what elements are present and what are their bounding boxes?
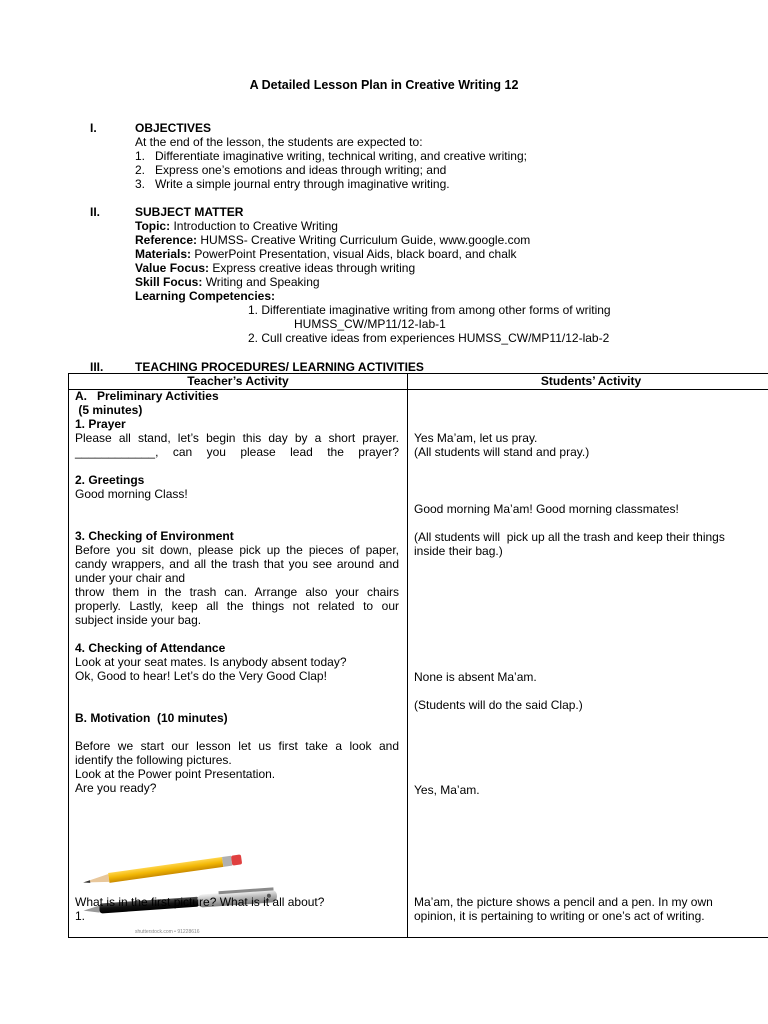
greetings-heading: 2. Greetings (75, 473, 145, 487)
motivation-heading: B. Motivation (10 minutes) (75, 711, 228, 725)
student-prayer-response (414, 431, 589, 459)
objective-item: 3. Write a simple journal entry through imaginative writing. (135, 177, 450, 191)
prayer-heading: 1. Prayer (75, 417, 126, 431)
motivation-line: Before we start our lesson let us first take a look and (75, 739, 399, 753)
student-clap-response: (Students will do the said Clap.) (414, 698, 583, 712)
question-block (75, 895, 399, 923)
subject-heading: SUBJECT MATTER (135, 205, 244, 219)
topic-value: Introduction to Creative Writing (170, 219, 338, 233)
value-focus-value: Express creative ideas through writing (209, 261, 416, 275)
teacher-activity-cell (75, 389, 399, 795)
environment-heading: 3. Checking of Environment (75, 529, 234, 543)
competency-1: 1. Differentiate imaginative writing from among other forms of writing (248, 303, 611, 317)
prayer-line: ____________, can you please lead the prayer? (75, 445, 399, 459)
motivation-line: Look at the Power point Presentation. (75, 767, 276, 781)
competency-2: 2. Cull creative ideas from experiences HUMSS_CW/MP11/12-lab-2 (248, 331, 610, 345)
environment-line: Before you sit down, please pick up the pieces of paper, (75, 543, 399, 557)
reference-label: Reference: (135, 233, 198, 247)
objectives-intro: At the end of the lesson, the students are expected to: (135, 135, 423, 149)
skill-focus-label: Skill Focus: (135, 275, 203, 289)
environment-line: candy wrappers, and all the trash that you see around and (75, 557, 399, 571)
objectives-heading: OBJECTIVES (135, 121, 212, 135)
skill-focus-value: Writing and Speaking (202, 275, 320, 289)
procedures-heading: TEACHING PROCEDURES/ LEARNING ACTIVITIES (135, 360, 424, 374)
reference-value: HUMSS- Creative Writing Curriculum Guide, www.google.com (197, 233, 531, 247)
attendance-line: Look at your seat mates. Is anybody absent today? (75, 655, 347, 669)
value-focus-label: Value Focus: (135, 261, 210, 275)
student-motivation-response: Yes, Ma’am. (414, 783, 480, 797)
student-response-line: inside their bag.) (414, 544, 503, 558)
student-attendance-response: None is absent Ma’am. (414, 670, 537, 684)
column-divider (407, 374, 408, 937)
activities-table (68, 373, 768, 938)
subject-section (135, 205, 530, 303)
page-title: A Detailed Lesson Plan in Creative Writing 12 (249, 78, 519, 92)
preliminary-heading: A. Preliminary Activities (75, 389, 219, 403)
student-response-line: Ma’am, the picture shows a pencil and a pen. In my own (414, 895, 713, 909)
section-number-1: I. (90, 121, 97, 135)
environment-line: properly. Lastly, keep all the things not related to our (75, 599, 399, 613)
student-question-response (414, 895, 713, 923)
objective-item: 2. Express one’s emotions and ideas through writing; and (135, 163, 447, 177)
competencies-label: Learning Competencies: (135, 289, 276, 303)
section-number-2: II. (90, 205, 101, 219)
attendance-heading: 4. Checking of Attendance (75, 641, 226, 655)
image-watermark: shutterstock.com • 91228616 (135, 929, 200, 935)
materials-value: PowerPoint Presentation, visual Aids, black board, and chalk (191, 247, 517, 261)
student-response-line: (All students will pick up all the trash and keep their things (414, 530, 725, 544)
objectives-section (135, 121, 527, 191)
attendance-line: Ok, Good to hear! Let’s do the Very Good Clap! (75, 669, 327, 683)
students-column-header: Students’ Activity (540, 374, 642, 388)
environment-line: under your chair and (75, 571, 186, 585)
objective-item: 1. Differentiate imaginative writing, technical writing, and creative writing; (135, 149, 527, 163)
prayer-line: Please all stand, let’s begin this day by a short prayer. (75, 431, 399, 445)
motivation-line: Are you ready? (75, 781, 157, 795)
student-response-line: opinion, it is pertaining to writing or one’s act of writing. (414, 909, 705, 923)
student-greeting-response: Good morning Ma’am! Good morning classmates! (414, 502, 679, 516)
environment-line: subject inside your bag. (75, 613, 202, 627)
question-number: 1. (75, 909, 86, 923)
student-environment-response (414, 530, 725, 558)
environment-line: throw them in the trash can. Arrange also your chairs (75, 585, 399, 599)
section-number-3: III. (90, 360, 104, 374)
teacher-column-header: Teacher’s Activity (187, 374, 289, 388)
pencil-icon (82, 854, 242, 886)
motivation-line: identify the following pictures. (75, 753, 232, 767)
materials-label: Materials: (135, 247, 192, 261)
preliminary-time: (5 minutes) (75, 403, 143, 417)
greetings-line: Good morning Class! (75, 487, 188, 501)
question-line: What is in the first picture? What is it all about? (75, 895, 325, 909)
student-response-line: Yes Ma’am, let us pray. (414, 431, 538, 445)
student-response-line: (All students will stand and pray.) (414, 445, 590, 459)
topic-label: Topic: (135, 219, 171, 233)
competency-1-code: HUMSS_CW/MP11/12-Iab-1 (294, 317, 446, 331)
